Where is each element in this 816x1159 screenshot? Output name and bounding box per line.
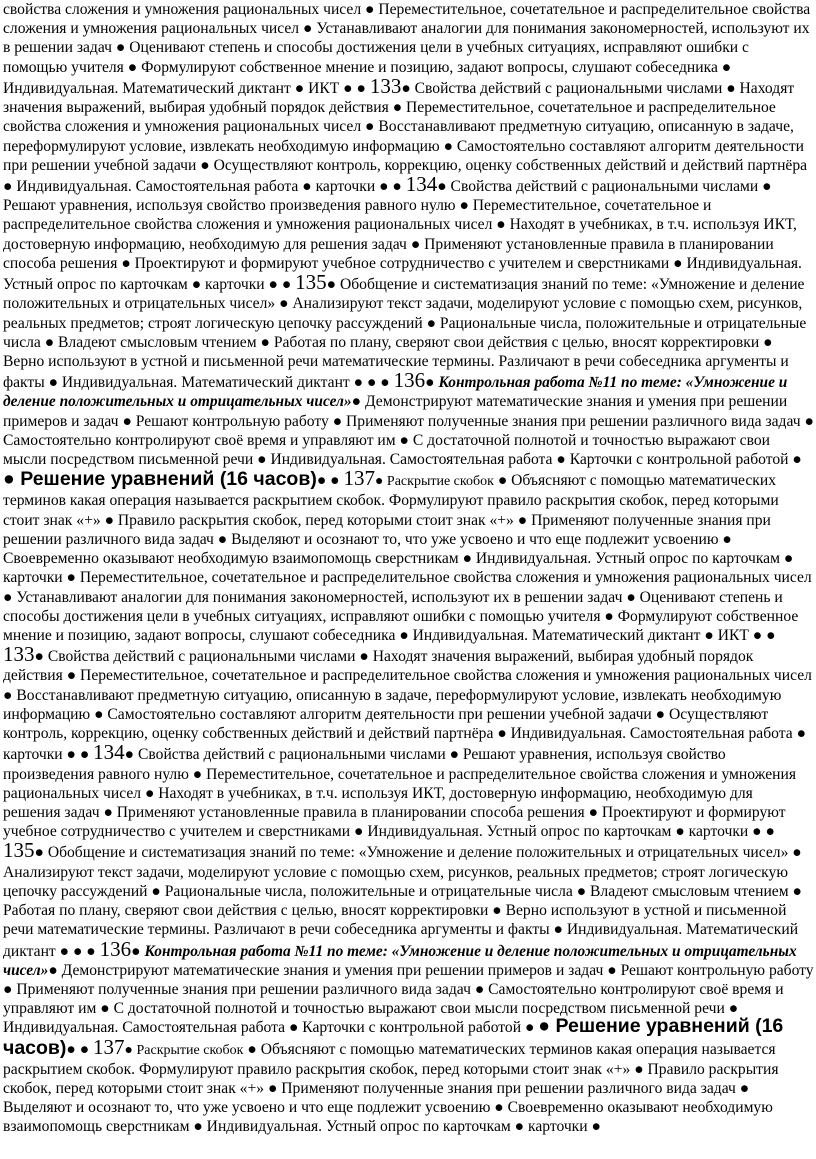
- text-segment: ● Выделяют и осознают то, что уже усвоено и что еще подлежит усвоению: [217, 530, 719, 548]
- text-segment: ● Индивидуальная. Самостоятельная работа: [3, 1000, 739, 1037]
- text-segment: ● Свойства действий с рациональными числами: [437, 177, 759, 195]
- text-segment: ● ●: [66, 746, 94, 764]
- text-segment: ● Переместительное, сочетательное и распределительное свойства сложения и умножения рациональных чисел: [3, 765, 797, 802]
- text-segment: ●: [425, 374, 439, 392]
- text-segment: ● ●: [316, 472, 344, 490]
- text-segment: ●: [131, 942, 145, 960]
- text-segment: ● ●: [379, 177, 406, 195]
- text-segment: ●: [591, 1118, 601, 1136]
- text-segment: ● Обобщение и систематизация знаний по теме: «Умножение и деление положительных и отрицательных чисел»: [3, 276, 805, 313]
- text-segment: ● Индивидуальная. Самостоятельная работа: [497, 725, 793, 743]
- text-segment: ● Выделяют и осознают то, что уже усвоено и что еще подлежит усвоению: [3, 1080, 750, 1117]
- text-segment: ● Решают уравнения, используя свойство произведения равного нулю: [3, 746, 726, 783]
- text-segment: ● Работая по плану, сверяют свои действия с целью, вносят корректировки: [260, 333, 760, 351]
- text-segment: ● Демонстрируют математические знания и умения при решении примеров и задач: [3, 393, 788, 430]
- text-segment: ● карточки: [191, 276, 265, 294]
- text-segment: ● Переместительное, сочетательное и распределительное свойства сложения и умножения рациональных чисел: [3, 99, 776, 136]
- text-segment: ● Индивидуальная. Самостоятельная работа: [257, 451, 553, 469]
- lesson-number: 136: [393, 368, 426, 393]
- text-segment: ● Анализируют текст задачи, моделируют условие с помощью схем, рисунков, реальных предметов; строят логическую цепочку рассуждений: [3, 295, 803, 332]
- text-segment: ● Индивидуальная. Устный опрос по карточкам: [3, 254, 802, 294]
- text-segment: ● Своевременно оказывают необходимую взаимопомощь сверстникам: [3, 530, 732, 568]
- text-segment: ● карточки: [514, 1118, 588, 1136]
- text-segment: ● Своевременно оказывают необходимую взаимопомощь сверстникам: [3, 1099, 773, 1136]
- text-segment: ● Применяют установленные правила в планировании способа решения: [103, 803, 585, 821]
- text-segment: ● Применяют полученные знания при решении различного вида задач: [332, 412, 801, 430]
- text-segment: ● Применяют полученные знания при решении различного вида задач: [3, 511, 771, 548]
- text-segment: ● Рациональные числа, положительные и отрицательные числа: [3, 314, 807, 351]
- text-segment: ● Восстанавливают предметную ситуацию, описанную в задаче, переформулируют условие, извлекать необходимую информацию: [3, 686, 782, 723]
- text-segment: ● Переместительное, сочетательное и распределительное свойства сложения и умножения рациональных чисел: [3, 197, 712, 234]
- lesson-number: 137: [343, 466, 375, 491]
- text-segment: ● Находят в учебниках, в т.ч. используя ИКТ, достоверную информацию, необходимую для решения задач: [3, 216, 797, 253]
- lesson-number: 133: [369, 73, 402, 98]
- text-segment: ● Объясняют с помощью математических терминов какая операция называется раскрытием скобок. Формулируют правило раскрытия скобок, перед которыми стоит знак «+»: [3, 472, 779, 529]
- text-segment: ● Индивидуальная. Математический диктант: [399, 627, 701, 644]
- text-segment: ● Правило раскрытия скобок, перед которыми стоит знак «+»: [3, 1060, 779, 1098]
- section-heading: ● Решение уравнений (16 часов): [3, 468, 317, 491]
- text-segment: ● карточки: [302, 177, 376, 195]
- text-segment: ●: [524, 1019, 539, 1037]
- text-segment: ● Владеют смысловым чтением: [44, 333, 257, 351]
- text-segment: ● Верно используют в устной и письменной речи математические термины. Различают в речи собеседника аргументы и факты: [3, 902, 787, 939]
- text-segment: ● Раскрытие скобок: [124, 1042, 244, 1058]
- text-segment: ● С достаточной полнотой и точностью выражают свои мысли посредством письменной речи: [100, 1000, 725, 1018]
- text-segment: ● Переместительное, сочетательное и распределительное свойства сложения и умножения рациональных чисел: [66, 569, 812, 587]
- lesson-number: 134: [405, 171, 438, 196]
- text-segment: ● ● ●: [353, 374, 394, 392]
- text-segment: ● Индивидуальная. Самостоятельная работа: [3, 177, 299, 195]
- test-title: Контрольная работа №11 по теме: «Умножение и деление положительных и отрицательных чисел»: [3, 942, 797, 979]
- text-segment: ● Индивидуальная. Математический диктант: [3, 58, 732, 97]
- section-heading: ● Решение уравнений (16 часов): [3, 1015, 784, 1059]
- text-segment: ● карточки: [675, 823, 749, 841]
- text-segment: ● Решают контрольную работу: [607, 961, 814, 979]
- text-segment: ● Свойства действий с рациональными числами: [34, 648, 356, 666]
- text-segment: ● Демонстрируют математические знания и умения при решении примеров и задач: [48, 961, 604, 979]
- text-segment: ● Применяют полученные знания при решении различного вида задач: [267, 1080, 736, 1098]
- text-segment: ● Самостоятельно составляют алгоритм деятельности при решении учебной задачи: [94, 705, 652, 723]
- text-segment: ● Индивидуальная. Устный опрос по карточкам: [462, 550, 780, 568]
- text-segment: ● Осуществляют контроль, коррекцию, оценку собственных действий и действий партнёра: [3, 705, 769, 743]
- text-segment: ● ●: [268, 276, 296, 294]
- lesson-number: 134: [93, 740, 125, 765]
- lesson-number: 135: [3, 838, 35, 863]
- lesson-number: 135: [295, 270, 327, 295]
- text-segment: ● Решают уравнения, используя свойство произведения равного нулю: [3, 177, 772, 215]
- lesson-number: 133: [3, 642, 35, 667]
- text-segment: свойства сложения и умножения рациональных чисел: [3, 1, 362, 18]
- text-segment: ● Обобщение и систематизация знаний по теме: «Умножение и деление положительных и отрицательных чисел»: [34, 844, 789, 862]
- text-segment: ● Рациональные числа, положительные и отрицательные числа: [151, 882, 573, 900]
- text-segment: ● Работая по плану, сверяют свои действия с целью, вносят корректировки: [3, 882, 802, 920]
- text-segment: ● Восстанавливают предметную ситуацию, описанную в задаче, переформулируют условие, извлекать необходимую информацию: [3, 118, 794, 155]
- text-segment: ● Устанавливают аналогии для понимания закономерностей, используют их в решении задач: [3, 20, 810, 57]
- text-segment: ● карточки: [3, 550, 794, 587]
- text-segment: ●: [792, 451, 802, 469]
- text-segment: ● Применяют установленные правила в планировании способа решения: [3, 235, 774, 272]
- text-segment: ● Владеют смысловым чтением: [576, 882, 789, 900]
- text-segment: ● Карточки с контрольной работой: [556, 451, 789, 469]
- text-segment: ● Проектируют и формируют учебное сотрудничество с учителем и сверстниками: [3, 803, 786, 841]
- text-segment: ● Формулируют собственное мнение и позицию, задают вопросы, слушают собеседника: [3, 607, 799, 644]
- text-segment: ● ИКТ: [294, 79, 340, 97]
- text-segment: ● карточки: [3, 725, 806, 764]
- text-segment: ● Находят в учебниках, в т.ч. используя ИКТ, достоверную информацию, необходимую для решения задач: [3, 784, 753, 821]
- text-segment: ● Верно используют в устной и письменной речи математические термины. Различают в речи собеседника аргументы и факты: [3, 333, 789, 392]
- text-segment: ● ● ●: [59, 942, 100, 960]
- text-segment: ● Находят значения выражений, выбирая удобный порядок действия: [3, 79, 795, 117]
- text-segment: ● С достаточной полнотой и точностью выражают свои мысли посредством письменной речи: [3, 431, 771, 469]
- text-segment: ● Самостоятельно контролируют своё время и управляют им: [3, 980, 784, 1018]
- text-segment: ● Правило раскрытия скобок, перед которыми стоит знак «+»: [104, 511, 514, 529]
- text-segment: ● Карточки с контрольной работой: [288, 1019, 522, 1037]
- text-segment: ● Устанавливают аналогии для понимания закономерностей, используют их в решении задач: [3, 588, 623, 606]
- text-segment: ● ИКТ: [704, 627, 749, 644]
- text-segment: ● Анализируют текст задачи, моделируют условие с помощью схем, рисунков, реальных предметов; строят логическую цепочку рассуждений: [3, 844, 802, 900]
- text-segment: ● Свойства действий с рациональными числами: [401, 79, 723, 97]
- text-segment: ● Формулируют собственное мнение и позицию, задают вопросы, слушают собеседника: [127, 58, 718, 76]
- text-segment: ● Самостоятельно контролируют своё время и управляют им: [3, 412, 814, 449]
- text-segment: ● ●: [66, 1040, 94, 1058]
- text-segment: ● Осуществляют контроль, коррекцию, оценку собственных действий и действий партнёра: [200, 156, 808, 174]
- text-segment: ● Проектируют и формируют учебное сотрудничество с учителем и сверстниками: [121, 254, 670, 272]
- text-segment: ● Объясняют с помощью математических терминов какая операция называется раскрытием скобок. Формулируют правило раскрытия скобок, перед которыми стоит знак «+»: [3, 1040, 776, 1078]
- text-segment: ● Индивидуальная. Математический диктант: [48, 374, 350, 392]
- text-segment: ● Самостоятельно составляют алгоритм деятельности при решении учебной задачи: [3, 137, 805, 174]
- lesson-number: 136: [99, 936, 132, 961]
- text-segment: ● Переместительное, сочетательное и распределительное свойства сложения и умножения рациональных чисел: [3, 1, 811, 38]
- text-segment: ● Решают контрольную работу: [122, 412, 329, 430]
- text-segment: ● Индивидуальная. Устный опрос по карточкам: [193, 1118, 511, 1136]
- text-segment: ● ●: [752, 823, 775, 841]
- text-segment: ● Индивидуальная. Математический диктант: [3, 921, 799, 960]
- text-segment: ● Переместительное, сочетательное и распределительное свойства сложения и умножения рациональных чисел: [66, 667, 812, 685]
- text-segment: ● Оценивают степень и способы достижения цели в учебных ситуациях, исправляют ошибки с помощью учителя: [3, 39, 749, 76]
- text-segment: ● Свойства действий с рациональными числами: [124, 746, 446, 764]
- text-segment: ● Оценивают степень и способы достижения цели в учебных ситуациях, исправляют ошибки с помощью учителя: [3, 588, 783, 625]
- text-segment: ● Раскрытие скобок: [374, 474, 494, 490]
- text-segment: ● Индивидуальная. Устный опрос по карточкам: [354, 823, 672, 841]
- text-segment: ● Применяют полученные знания при решении различного вида задач: [3, 980, 471, 998]
- text-segment: ● ●: [343, 79, 370, 97]
- text-segment: ● ●: [752, 627, 776, 644]
- test-title: Контрольная работа №11 по теме: «Умножение и деление положительных и отрицательных чисел»: [3, 374, 788, 411]
- text-segment: ● Находят значения выражений, выбирая удобный порядок действия: [3, 648, 754, 685]
- lesson-number: 137: [93, 1034, 125, 1059]
